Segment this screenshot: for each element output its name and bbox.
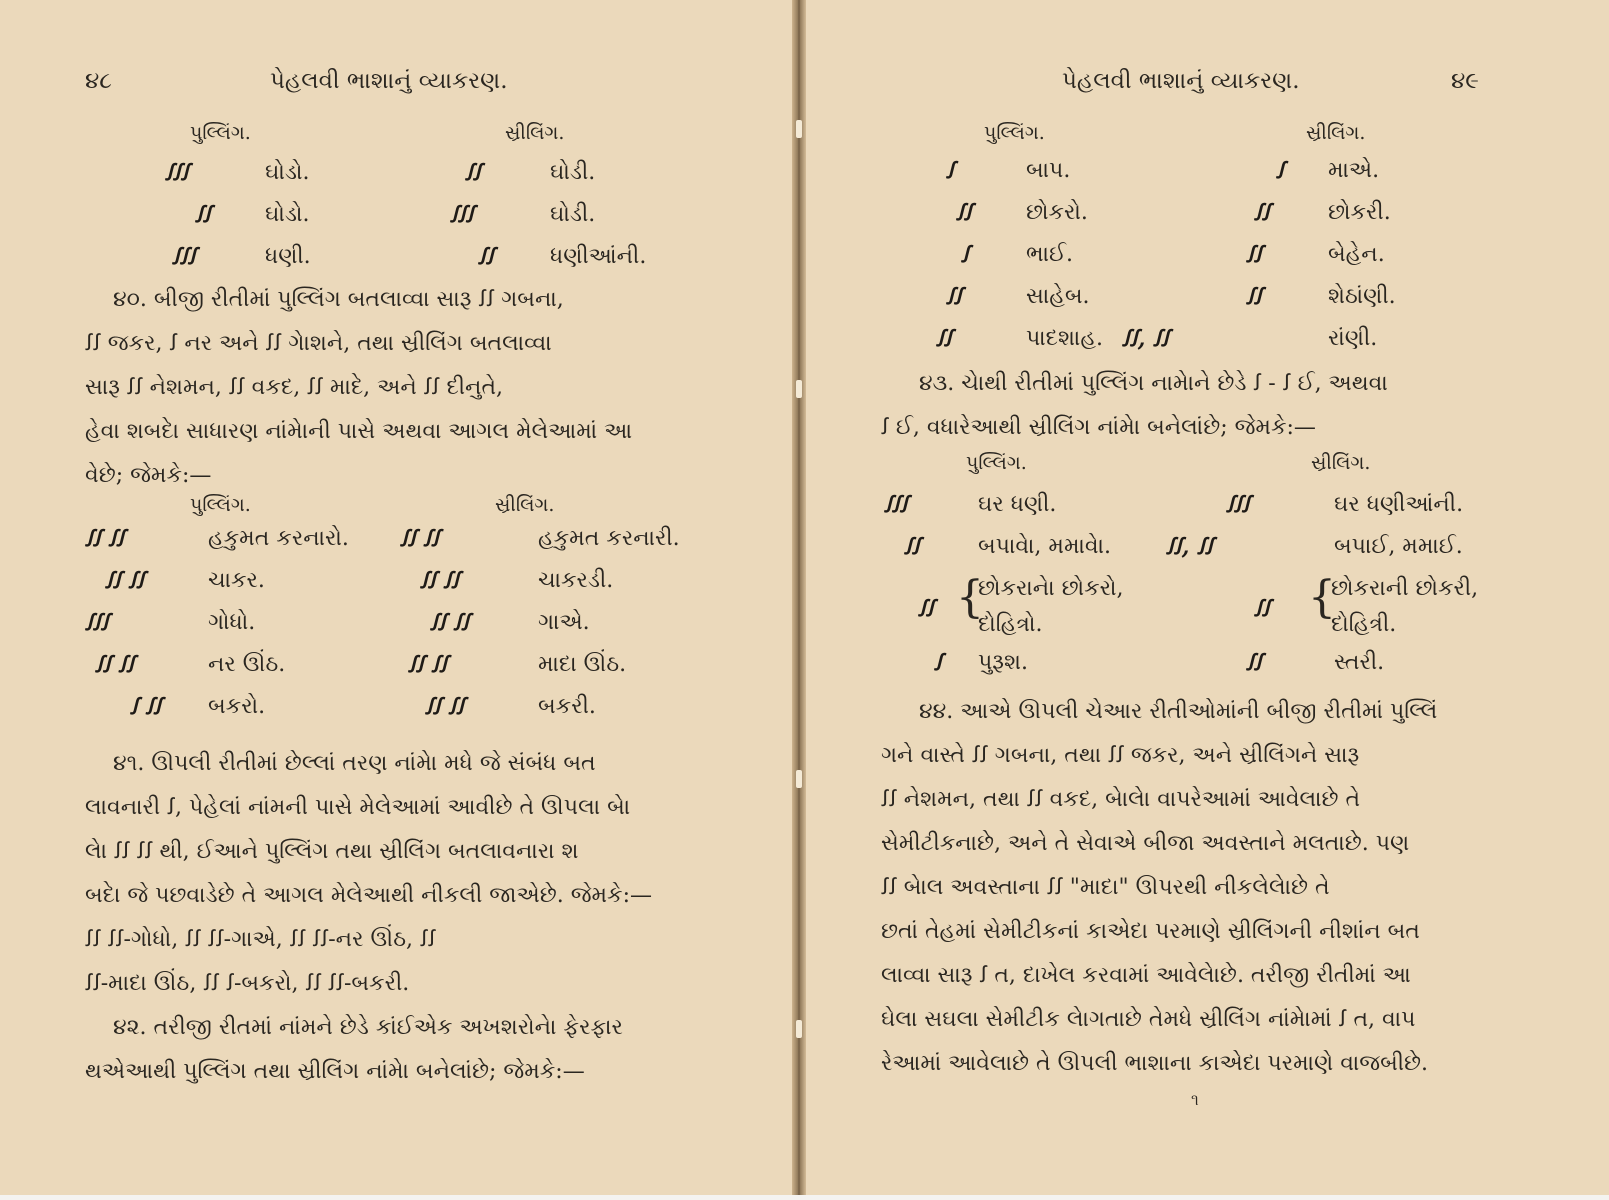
pahlavi-word: ꭍꭍ ꭍꭍ bbox=[85, 526, 125, 552]
feminine-header: સ્રીલિંગ. bbox=[1306, 122, 1366, 144]
gujarati-gloss: બપાઈ, મમાઈ. bbox=[1334, 534, 1463, 559]
text-line: ꭍꭍ ꭍꭍ-ગોધો, ꭍꭍ ꭍꭍ-ગાએ, ꭍꭍ ꭍꭍ-નર ઊંઠ, ꭍꭍ bbox=[85, 927, 436, 952]
gujarati-gloss: ગોધો. bbox=[208, 610, 256, 635]
pahlavi-word: ꭍ ꭍꭍ bbox=[130, 694, 162, 720]
pahlavi-word: ꭍꭍ ꭍꭍ bbox=[400, 526, 440, 552]
text-line: ꭍꭍ બેાલ અવસ્તાના ꭍꭍ "માદા" ઊપરથી નીકલેલેાછે તે bbox=[881, 875, 1330, 900]
paragraph-40 bbox=[85, 278, 632, 498]
gujarati-gloss: શેઠાંણી. bbox=[1328, 284, 1396, 309]
gujarati-gloss: રાંણી. bbox=[1328, 326, 1378, 351]
text-line: ૪૩. ચેાથી રીતીમાં પુલ્લિંગ નામેાને છેડે ꭍ - ꭍ ઈ, અથવા bbox=[919, 371, 1388, 396]
gujarati-gloss: ઘોડો. bbox=[265, 202, 310, 227]
pahlavi-word: ꭍꭍ bbox=[936, 326, 952, 352]
paragraph-41-42 bbox=[85, 742, 652, 1094]
pahlavi-word: ꭍꭍ bbox=[946, 284, 962, 310]
text-line: ૪૧. ઊપલી રીતીમાં છેલ્લાં તરણ નાંમેા મધે જે સંબંધ બત bbox=[113, 751, 596, 776]
gujarati-gloss: છોકરાની છોકરી, bbox=[1331, 576, 1479, 601]
gujarati-gloss: છોકરાનેા છોકરો, bbox=[978, 576, 1124, 601]
gujarati-gloss: ઘોડી. bbox=[550, 202, 596, 227]
text-line: ગને વાસ્તે ꭍꭍ ગબના, તથા ꭍꭍ જકર, અને સ્રીલિંગને સારૂ bbox=[881, 743, 1360, 768]
page-number: ૪૮ bbox=[85, 68, 112, 94]
gujarati-gloss: ઘોડો. bbox=[265, 160, 310, 185]
feminine-header: સ્રીલિંગ. bbox=[505, 122, 565, 144]
gujarati-gloss: ઘર ધણી. bbox=[978, 492, 1057, 517]
text-line: વેછે; જેમકે:— bbox=[85, 463, 212, 488]
pahlavi-word: ꭍꭍꭍ bbox=[1226, 492, 1250, 518]
masculine-header: પુલ્લિંગ. bbox=[190, 122, 251, 144]
right-page bbox=[806, 0, 1609, 1195]
brace: { bbox=[1308, 572, 1336, 623]
gujarati-gloss: સાહેબ. bbox=[1026, 284, 1090, 309]
text-line: ꭍ ઈ, વધારેઆથી સ્રીલિંગ નાંમેા બનેલાંછે; જેમકે:— bbox=[881, 415, 1316, 440]
gujarati-gloss: ભાઈ. bbox=[1026, 242, 1073, 267]
pahlavi-word: ꭍꭍ, ꭍꭍ bbox=[1122, 326, 1169, 352]
pahlavi-word: ꭍꭍ bbox=[195, 202, 211, 228]
gujarati-gloss: ઘર ધણીઆંની. bbox=[1334, 492, 1464, 517]
pahlavi-word: ꭍꭍꭍ bbox=[450, 202, 474, 228]
gujarati-gloss: ગાએ. bbox=[538, 610, 590, 635]
pahlavi-word: ꭍꭍ bbox=[1246, 242, 1262, 268]
text-line: લાવ્વા સારૂ ꭍ ત, દાખેલ કરવામાં આવેલેાછે. તરીજી રીતીમાં આ bbox=[881, 963, 1411, 988]
masculine-header: પુલ્લિંગ. bbox=[966, 452, 1027, 474]
pahlavi-word: ꭍꭍ bbox=[1246, 284, 1262, 310]
gujarati-gloss: માએ. bbox=[1328, 158, 1380, 183]
gujarati-gloss: ધણી. bbox=[265, 244, 311, 269]
masculine-header: પુલ્લિંગ. bbox=[190, 494, 251, 516]
text-line: લાવનારી ꭍ, પેહેલાં નાંમની પાસે મેલેઆમાં આવીછે તે ઊપલા બેા bbox=[85, 795, 631, 820]
gujarati-gloss: દોહિત્રો. bbox=[978, 612, 1043, 637]
pahlavi-word: ꭍꭍꭍ bbox=[85, 610, 109, 636]
text-line: ꭍꭍ-માદા ઊંઠ, ꭍꭍ ꭍ-બકરો, ꭍꭍ ꭍꭍ-બકરી. bbox=[85, 971, 410, 996]
pahlavi-word: ꭍꭍ ꭍꭍ bbox=[430, 610, 470, 636]
text-line: ꭍꭍ જકર, ꭍ નર અને ꭍꭍ ગેાશને, તથા સ્રીલિંગ બતલાવ્વા bbox=[85, 331, 552, 356]
gujarati-gloss: પુરૂશ. bbox=[978, 650, 1028, 675]
running-head: પેહલવી ભાશાનું વ્યાકરણ. bbox=[1062, 68, 1300, 94]
gujarati-gloss: ચાકર. bbox=[208, 568, 265, 593]
gujarati-gloss: ઘોડી. bbox=[550, 160, 596, 185]
feminine-header: સ્રીલિંગ. bbox=[1311, 452, 1371, 474]
pahlavi-word: ꭍ bbox=[961, 242, 969, 268]
text-line: બદેા જે પછવાડેછે તે આગલ મેલેઆથી નીકલી જાએછે. જેમકે:— bbox=[85, 883, 652, 908]
gujarati-gloss: બાપ. bbox=[1026, 158, 1071, 183]
gujarati-gloss: બેહેન. bbox=[1328, 242, 1385, 267]
gujarati-gloss: ધણીઆંની. bbox=[550, 244, 647, 269]
text-line: ૪૦. બીજી રીતીમાં પુલ્લિંગ બતલાવ્વા સારૂ ꭍꭍ ગબના, bbox=[113, 287, 564, 312]
gujarati-gloss: બકરી. bbox=[538, 694, 596, 719]
pahlavi-word: ꭍꭍ bbox=[1246, 650, 1262, 676]
text-line: ૪૨. તરીજી રીતમાં નાંમને છેડે કાંઈએક અખશરોનેા ફેરફાર bbox=[113, 1015, 623, 1040]
pahlavi-word: ꭍꭍ, ꭍꭍ bbox=[1166, 534, 1213, 560]
feminine-header: સ્રીલિંગ. bbox=[495, 494, 555, 516]
gujarati-gloss: નર ઊંઠ. bbox=[208, 652, 286, 677]
gujarati-gloss: હકુમત કરનારો. bbox=[208, 526, 349, 551]
binding-stitch bbox=[796, 1020, 802, 1038]
pahlavi-word: ꭍ bbox=[934, 650, 942, 676]
signature-mark: ૧ bbox=[1191, 1090, 1199, 1109]
pahlavi-word: ꭍꭍ bbox=[465, 160, 481, 186]
pahlavi-word: ꭍꭍ bbox=[1254, 596, 1270, 622]
gujarati-gloss: ચાકરડી. bbox=[538, 568, 614, 593]
gujarati-gloss: દોહિત્રી. bbox=[1331, 612, 1397, 637]
pahlavi-word: ꭍꭍ ꭍꭍ bbox=[105, 568, 145, 594]
pahlavi-word: ꭍꭍ bbox=[956, 200, 972, 226]
pahlavi-word: ꭍꭍ ꭍꭍ bbox=[425, 694, 465, 720]
text-line: ꭍꭍ નેશમન, તથા ꭍꭍ વકદ, બેાલેા વાપરેઆમાં આવેલાછે તે bbox=[881, 787, 1361, 812]
text-line: ઘેલા સઘલા સેમીટીક લેાગતાછે તેમધે સ્રીલિંગ નાંમેામાં ꭍ ત, વાપ bbox=[881, 1007, 1416, 1032]
paragraph-44 bbox=[881, 690, 1437, 1086]
page-number: ૪૯ bbox=[1451, 68, 1479, 94]
gujarati-gloss: છોકરો. bbox=[1026, 200, 1088, 225]
text-line: સારૂ ꭍꭍ નેશમન, ꭍꭍ વકદ, ꭍꭍ માદે, અને ꭍꭍ દીનુતે, bbox=[85, 375, 504, 400]
pahlavi-word: ꭍꭍꭍ bbox=[165, 160, 189, 186]
pahlavi-word: ꭍꭍ bbox=[918, 596, 934, 622]
gujarati-gloss: હકુમત કરનારી. bbox=[538, 526, 680, 551]
pahlavi-word: ꭍꭍ ꭍꭍ bbox=[408, 652, 448, 678]
brace: { bbox=[956, 572, 984, 623]
gujarati-gloss: બપાવેા, મમાવેા. bbox=[978, 534, 1111, 559]
text-line: હેવા શબદેા સાધારણ નાંમેાની પાસે અથવા આગલ મેલેઆમાં આ bbox=[85, 419, 633, 444]
binding-stitch bbox=[796, 120, 802, 138]
pahlavi-word: ꭍꭍ bbox=[1254, 200, 1270, 226]
gujarati-gloss: બકરો. bbox=[208, 694, 266, 719]
masculine-header: પુલ્લિંગ. bbox=[984, 122, 1045, 144]
gujarati-gloss: પાદશાહ. bbox=[1026, 326, 1103, 351]
gujarati-gloss: છોકરી. bbox=[1328, 200, 1391, 225]
text-line: ૪૪. આએ ઊપલી ચેઆર રીતીઓમાંની બીજી રીતીમાં પુલ્લિં bbox=[919, 699, 1438, 724]
book-gutter bbox=[792, 0, 806, 1195]
text-line: છતાં તેહમાં સેમીટીકનાં કાએદા પરમાણે સ્રીલિંગની નીશાંન બત bbox=[881, 919, 1420, 944]
binding-stitch bbox=[796, 770, 802, 788]
text-line: થએઆથી પુલ્લિંગ તથા સ્રીલિંગ નાંમેા બનેલાંછે; જેમકે:— bbox=[85, 1059, 585, 1084]
pahlavi-word: ꭍ bbox=[946, 158, 954, 184]
pahlavi-word: ꭍꭍ bbox=[478, 244, 494, 270]
text-line: સેમીટીકનાછે, અને તે સેવાએ બીજા અવસ્તાને મલતાછે. પણ bbox=[881, 831, 1410, 856]
binding-stitch bbox=[796, 380, 802, 398]
text-line: રેઆમાં આવેલાછે તે ઊપલી ભાશાના કાએદા પરમાણે વાજબીછે. bbox=[881, 1051, 1429, 1076]
gujarati-gloss: સ્તરી. bbox=[1334, 650, 1385, 675]
pahlavi-word: ꭍꭍ ꭍꭍ bbox=[95, 652, 135, 678]
left-page bbox=[0, 0, 792, 1195]
pahlavi-word: ꭍ bbox=[1276, 158, 1284, 184]
scan-edge bbox=[0, 1195, 1609, 1200]
gujarati-gloss: માદા ઊંઠ. bbox=[538, 652, 627, 677]
pahlavi-word: ꭍꭍ bbox=[904, 534, 920, 560]
paragraph-43 bbox=[881, 362, 1388, 450]
running-head: પેહલવી ભાશાનું વ્યાકરણ. bbox=[270, 68, 508, 94]
pahlavi-word: ꭍꭍ ꭍꭍ bbox=[420, 568, 460, 594]
pahlavi-word: ꭍꭍꭍ bbox=[884, 492, 908, 518]
pahlavi-word: ꭍꭍꭍ bbox=[172, 244, 196, 270]
text-line: લેા ꭍꭍ ꭍꭍ થી, ઈઆને પુલ્લિંગ તથા સ્રીલિંગ બતલાવનારા શ bbox=[85, 839, 579, 864]
